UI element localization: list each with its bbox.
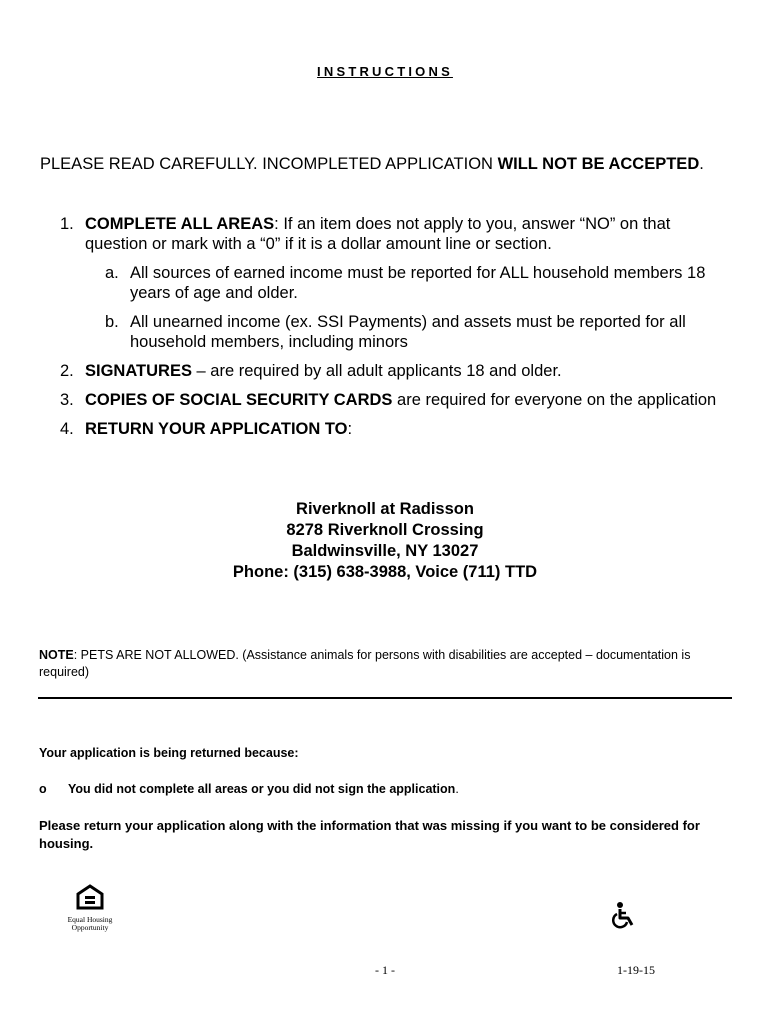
reason-end: . [455, 782, 459, 796]
item-text: : If an item does not apply to you, answer “NO” on that question or mark with a “0” if it is a dollar amount line or section. [85, 215, 671, 253]
returned-heading: Your application is being returned because: [39, 746, 299, 760]
intro-bold: WILL NOT BE ACCEPTED [497, 155, 700, 173]
list-item [60, 390, 730, 410]
sub-list-item [105, 312, 730, 352]
property-name: Riverknoll at Radisson [296, 500, 474, 518]
instruction-list [60, 214, 730, 448]
item-heading: RETURN YOUR APPLICATION TO [85, 420, 348, 438]
sub-item-text: All sources of earned income must be reported for ALL household members 18 years of age and older. [130, 264, 706, 302]
please-return-text: Please return your application along with the information that was missing if you want to be considered for housing. [39, 818, 700, 851]
item-heading: SIGNATURES [85, 362, 192, 380]
reason-text: You did not complete all areas or you did not sign the application [68, 782, 456, 796]
note-text: : PETS ARE NOT ALLOWED. (Assistance animals for persons with disabilities are accepted – documentation is required) [39, 648, 691, 679]
list-number: 4. [60, 420, 74, 438]
equal-housing-logo [64, 884, 116, 932]
pets-note [39, 647, 719, 681]
street-address: 8278 Riverknoll Crossing [286, 521, 484, 539]
item-text: – are required by all adult applicants 18 and older. [191, 362, 562, 380]
wheelchair-icon [609, 901, 637, 929]
item-text: are required for everyone on the application [392, 391, 717, 409]
logo-text-line2: Opportunity [71, 923, 109, 932]
intro-text: PLEASE READ CAREFULLY. INCOMPLETED APPLICATION [40, 155, 498, 173]
item-text: : [347, 420, 353, 438]
list-number: 1. [60, 215, 74, 233]
equal-housing-icon [76, 884, 104, 910]
return-reason [39, 782, 459, 796]
city-state-zip: Baldwinsville, NY 13027 [291, 542, 479, 560]
list-number: 3. [60, 391, 74, 409]
item-heading: COMPLETE ALL AREAS [85, 215, 275, 233]
item-heading: COPIES OF SOCIAL SECURITY CARDS [85, 391, 393, 409]
sub-list-letter: b. [105, 313, 119, 331]
list-item [60, 214, 730, 352]
sub-item-text: All unearned income (ex. SSI Payments) and assets must be reported for all household members, including minors [130, 313, 686, 351]
divider [38, 697, 732, 699]
bullet-marker: o [39, 782, 47, 796]
intro-paragraph [40, 153, 730, 175]
list-number: 2. [60, 362, 74, 380]
sub-list-letter: a. [105, 264, 119, 282]
page-title: INSTRUCTIONS [317, 64, 453, 79]
list-item [60, 361, 730, 381]
intro-end: . [699, 155, 704, 173]
return-address [0, 499, 770, 583]
revision-date: 1-19-15 [617, 963, 655, 977]
note-label: NOTE [39, 648, 74, 662]
sub-list-item [105, 263, 730, 303]
list-item [60, 419, 730, 439]
page-number: - 1 - [375, 963, 395, 977]
logo-text-line1: Equal Housing [67, 915, 113, 924]
phone-line: Phone: (315) 638-3988, Voice (711) TTD [232, 563, 538, 581]
